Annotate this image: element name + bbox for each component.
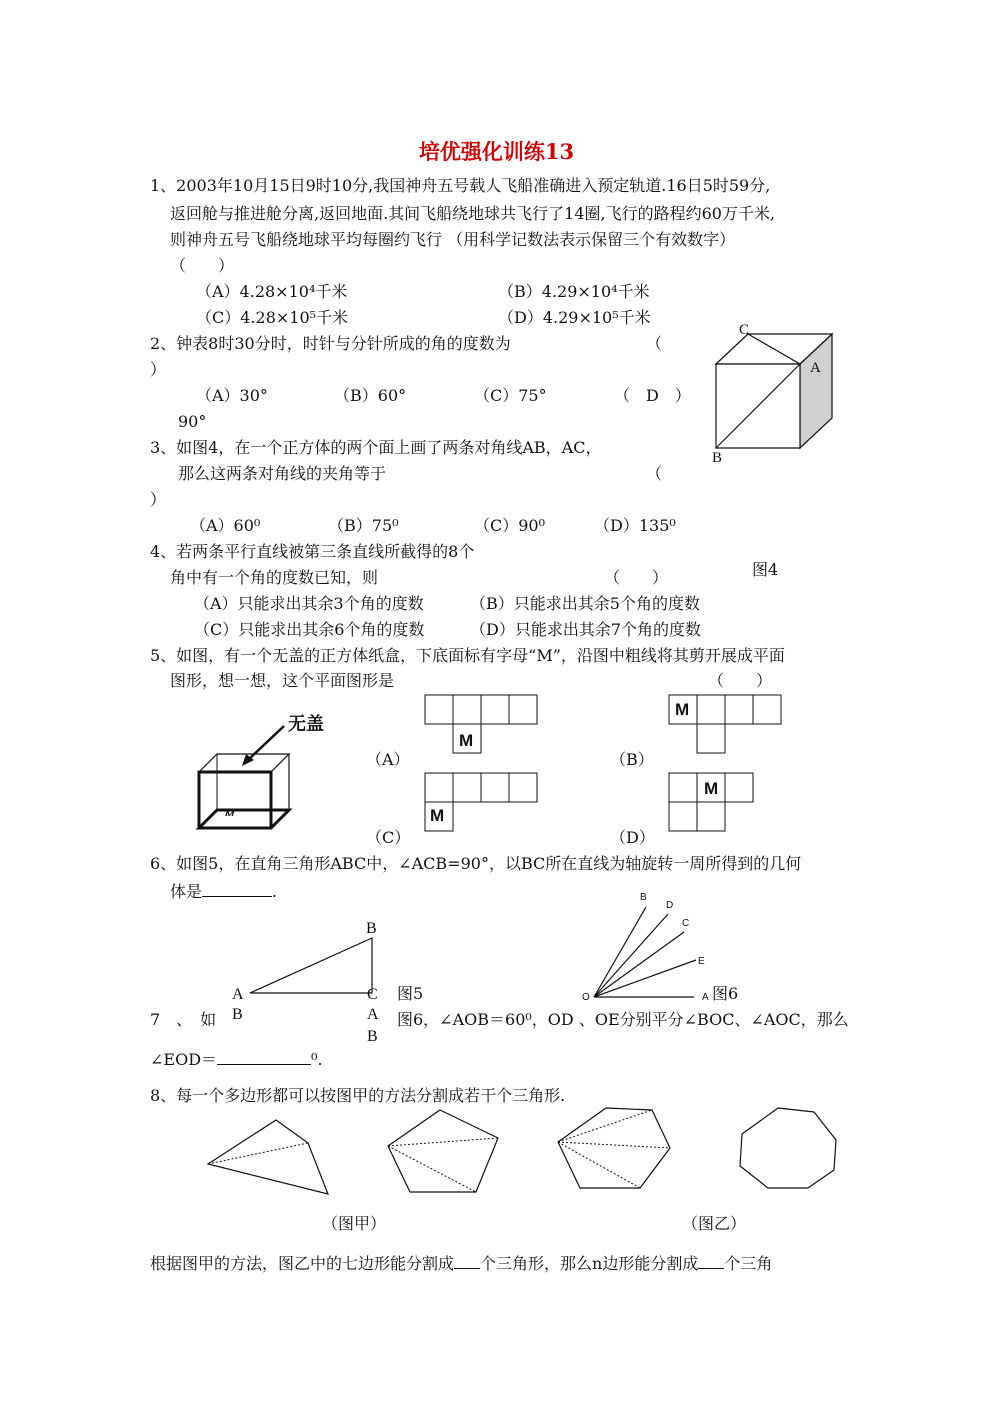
q4-option-d: （D）只能求出其余7个角的度数 bbox=[470, 620, 702, 639]
open-box-figure bbox=[190, 720, 290, 840]
q8-line1: 8、每一个多边形都可以按图甲的方法分割成若干个三角形. bbox=[150, 1086, 566, 1105]
q3-option-a: （A）60⁰ bbox=[190, 516, 261, 535]
fig5-label-a: A bbox=[232, 986, 244, 1003]
caption-jia: （图甲） bbox=[322, 1214, 387, 1233]
q1-line3: 则神舟五号飞船绕地球平均每圈约飞行 （用科学记数法表示保留三个有效数字） bbox=[170, 230, 736, 249]
box-bottom-m: M bbox=[225, 810, 235, 818]
q6-line1: 6、如图5，在直角三角形ABC中，∠ACB=90°，以BC所在直线为轴旋转一周所得到的几何 bbox=[150, 854, 802, 873]
q3-paren-close: ） bbox=[150, 490, 167, 509]
q1-option-c: （C）4.28×10⁵千米 bbox=[196, 308, 349, 327]
q4-option-a: （A）只能求出其余3个角的度数 bbox=[194, 594, 424, 613]
q4-option-b: （B）只能求出其余5个角的度数 bbox=[470, 594, 700, 613]
net-d-m: M bbox=[704, 779, 719, 798]
jia-pentagon bbox=[384, 1106, 504, 1196]
q2-paren-open: （ bbox=[646, 334, 663, 353]
net-b-m: M bbox=[675, 700, 690, 719]
fig6-label-o: O bbox=[582, 992, 590, 1003]
box-label-no-lid: 无盖 bbox=[288, 714, 324, 734]
net-label-b: （B） bbox=[610, 750, 654, 769]
q7-line2: ∠EOD＝ ⁰. bbox=[150, 1050, 323, 1069]
q2-option-c: （C）75° bbox=[474, 386, 547, 405]
fig4-label-c: C bbox=[739, 322, 750, 338]
net-option-a bbox=[424, 694, 540, 754]
fig6-label-c: C bbox=[682, 918, 690, 929]
q1-option-d: （D）4.29×10⁵千米 bbox=[498, 308, 651, 327]
q3-line2: 那么这两条对角线的夹角等于 bbox=[178, 464, 387, 483]
net-label-c: （C） bbox=[366, 828, 411, 847]
jia-quadrilateral bbox=[200, 1116, 340, 1198]
fig6-label-e: E bbox=[698, 956, 705, 967]
q2-option-d: （ D ） bbox=[614, 386, 691, 405]
q5-answer-paren: （ ） bbox=[708, 671, 773, 690]
q2-line1: 2、钟表8时30分时，时针与分针所成的角的度数为 bbox=[150, 334, 511, 353]
q7-text: 图6，∠AOB＝60⁰，OD 、OE分别平分∠BOC、∠AOC，那么 bbox=[397, 1010, 849, 1029]
page-title: 培优强化训练13 bbox=[418, 139, 575, 164]
figure-6-angle-rays bbox=[580, 890, 720, 1010]
fig5-label-b-below-c: B bbox=[367, 1028, 378, 1045]
caption-yi: （图乙） bbox=[682, 1214, 747, 1233]
fig4-caption: 图4 bbox=[752, 560, 779, 579]
q1-option-b: （B）4.29×10⁴千米 bbox=[498, 282, 650, 301]
fig6-caption: 图6 bbox=[712, 984, 739, 1003]
net-label-d: （D） bbox=[610, 828, 655, 847]
q4-line2: 角中有一个角的度数已知，则 bbox=[170, 568, 379, 587]
q2-option-b: （B）60° bbox=[334, 386, 407, 405]
q3-option-d: （D）135⁰ bbox=[594, 516, 676, 535]
figure-4-cube bbox=[700, 320, 840, 470]
jia-hexagon bbox=[554, 1104, 674, 1192]
fig4-label-b: B bbox=[712, 450, 723, 466]
q5-line2: 图形，想一想，这个平面图形是 bbox=[170, 671, 395, 690]
q7-prefix: 7 、 如 bbox=[150, 1010, 217, 1029]
fig5-label-a-below-c: A bbox=[367, 1006, 379, 1023]
q3-line1: 3、如图4，在一个正方体的两个面上画了两条对角线AB，AC， bbox=[150, 438, 602, 457]
q1-answer-paren: （ ） bbox=[170, 256, 235, 275]
fig6-label-a: A bbox=[702, 992, 709, 1003]
q4-answer-paren: （ ） bbox=[604, 568, 669, 587]
q4-option-c: （C）只能求出其余6个角的度数 bbox=[194, 620, 425, 639]
q1-line2: 返回舱与推进舱分离,返回地面.其间飞船绕地球共飞行了14圈,飞行的路程约60万千米, bbox=[170, 204, 776, 223]
q3-option-b: （B）75⁰ bbox=[328, 516, 399, 535]
fig5-label-b: B bbox=[366, 920, 377, 937]
q8-bottom-line: 根据图甲的方法，图乙中的七边形能分割成 个三角形，那么n边形能分割成 个三角 bbox=[150, 1254, 773, 1273]
net-c-m: M bbox=[430, 806, 445, 825]
net-a-m: M bbox=[459, 731, 474, 750]
fig5-label-c: C bbox=[367, 986, 378, 1003]
fig4-label-a: A bbox=[810, 360, 821, 376]
q4-line1: 4、若两条平行直线被第三条直线所截得的8个 bbox=[150, 542, 475, 561]
q1-option-a: （A）4.28×10⁴千米 bbox=[196, 282, 348, 301]
figure-5-triangle bbox=[240, 930, 380, 1000]
q3-paren-open: （ bbox=[646, 464, 663, 483]
fig6-label-b: B bbox=[640, 892, 647, 903]
q6-line2: 体是 . bbox=[170, 882, 278, 901]
q3-option-c: （C）90⁰ bbox=[474, 516, 546, 535]
fig6-label-d: D bbox=[666, 900, 674, 911]
q5-line1: 5、如图，有一个无盖的正方体纸盒，下底面标有字母“M”，沿图中粗线将其剪开展成平面 bbox=[150, 646, 785, 665]
fig5-label-b-below-a: B bbox=[232, 1006, 243, 1023]
q1-line1: 1、2003年10月15日9时10分,我国神舟五号载人飞船准确进入预定轨道.16日5时59分, bbox=[150, 176, 771, 195]
fig5-caption: 图5 bbox=[397, 984, 424, 1003]
q2-paren-close: ） bbox=[150, 360, 167, 379]
yi-heptagon bbox=[736, 1104, 842, 1192]
q2-option-a: （A）30° bbox=[196, 386, 268, 405]
q2-option-d-value: 90° bbox=[178, 412, 207, 431]
net-label-a: （A） bbox=[366, 750, 410, 769]
